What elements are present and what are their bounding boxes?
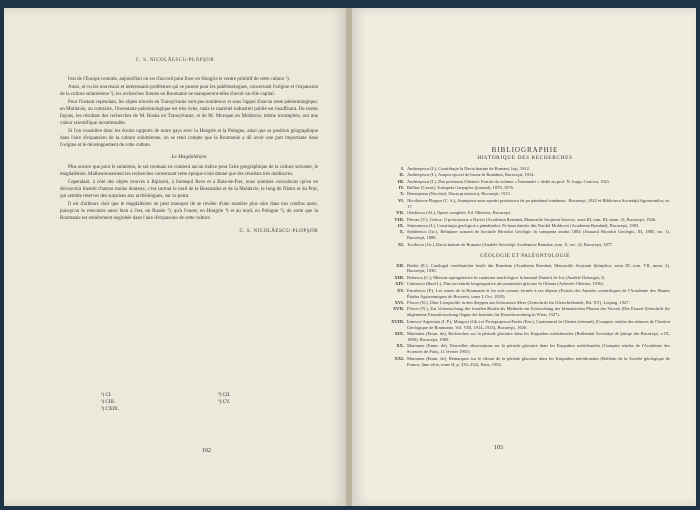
footnote: ¹) CI. bbox=[101, 393, 112, 398]
entry-number: XV. bbox=[396, 287, 404, 293]
left-body-text bbox=[60, 76, 318, 235]
paragraph: Plus encore que pour le solutréen, le sol roumain ne contient aucun indice pour l'aire géographique de la culture suivante, le magdalénien. Malheureusement les recherches concernant cette époque n'ont donné que des résultats très médiocres. bbox=[60, 165, 318, 177]
bibliography bbox=[380, 148, 670, 368]
page-number: 103 bbox=[494, 445, 503, 451]
footnote: ³) CXIX. bbox=[101, 407, 119, 412]
left-page bbox=[4, 8, 346, 506]
entries-geology bbox=[380, 263, 670, 368]
entry-number: X. bbox=[399, 229, 404, 235]
paragraph: Cependant, à côté des objets trouvés à Ripiceni, à Someşul Rece et à Baia-de-Fier, nous sommes convaincus qu'on en découvrira bientôt d'autres moins douteux; c'est surtout le nord de la Bessarabie et de la Moldavie, le long du Nistru et du Prut, qui semble réserver des surprises aux archéologues, sur ce point. bbox=[60, 180, 318, 199]
bibliography-subtitle: HISTORIQUE DES RECHERCHES bbox=[477, 154, 573, 161]
bibliography-entry bbox=[380, 191, 670, 197]
section-title: Le Magdalénien bbox=[171, 154, 207, 160]
entry-number: XVIII. bbox=[391, 318, 404, 324]
entry-number: VIII. bbox=[394, 216, 404, 222]
entry-number: XII. bbox=[396, 262, 404, 268]
bibliography-entry bbox=[380, 281, 670, 287]
paragraph: Il est d'ailleurs clair que le magdalénien ne peut manquer de se révéler d'une manière plus sûre dans nos confins aussi, puisqu'on le rencontre aussi bien à l'est, en Russie ³), qu'à l'ouest, en Hongrie ⁴) et au nord, en Pologne ⁵), de sorte que la Roumanie est entièrement englobée dans l'aire d'expansion de cette culture. bbox=[60, 202, 318, 221]
paragraph: Pour l'instant cependant, les objets trouvés en Transylvanie sont peu nombreux et sans l'appui d'aucun reste paléontologique; en Moldavie, au contraire, l'inventaire paléontologique est très riche, mais le matériel industriel publié est insuffisant. De toutes façons, les résultats des recherches de M. Roska en Transylvanie, et de M. Moroşan en Moldavie, même incomplets, ont une valeur scientifique incontestable. bbox=[60, 100, 318, 126]
bibliography-entry bbox=[380, 223, 670, 229]
bibliography-entry bbox=[380, 319, 670, 331]
entry-number: XVII. bbox=[392, 306, 404, 312]
entry-text: Brătescu (C.), Miezuri epirogenetice în cuaternar morfologice la bazinul Dunării de Jos (Analele Dobrogei, I). bbox=[407, 274, 606, 280]
footnotes-left bbox=[101, 392, 119, 413]
entry-text: Florov (N.), Über Lössprofile in den Steppen am Schwarzen Meer (Zeitschrift für Gletscherkunde, Bd. XV), Leipzig, 1927. bbox=[407, 299, 630, 305]
entry-text: Tocilescu (Gr.), Dacia înainte de Romani (Analele Societăţii Academice Române, tom. X, sec. 2), Bucureşti, 1877. bbox=[407, 241, 614, 247]
bibliography-entry bbox=[380, 263, 670, 275]
entry-text: Martonne (Emm. de), Nouvelles observations sur la période glaciaire dans les Karpathes méridionales (Comptes rendus de l'Académie des Sciences de Paris, 11 février 1901). bbox=[407, 343, 670, 355]
entry-number: VI. bbox=[397, 197, 404, 203]
bibliography-section-title: GÉOLOGIE ET PALÉONTOLOGIE bbox=[480, 252, 570, 259]
entry-text: Martonne (Emm. de), Recherches sur la période glaciaire dans les Karpathes méridionales (Bulletinul Societăţii de Ştiinţe din Bucureşti, a IX, 1900), Bucureşti, 1900. bbox=[407, 330, 670, 342]
entry-text: Enculescu (P.), Les zones de la Roumanie et les sols connus formés à ses dépens (Extrait des Annales scientifiques de l'Académie des Hautes Études Agronomiques de Bucarest, tome I, Oct. 1929). bbox=[407, 287, 670, 299]
bibliography-entry bbox=[380, 288, 670, 300]
paragraph: Aussi, et vu les nouveaux et intéressants problèmes qui se posent pour les paléthnologues, concernant l'origine et l'expansion de la culture solutréenne ²), les recherches futures en Roumanie ne manqueront-elles d'avoir un rôle capital. bbox=[60, 85, 318, 97]
entry-number: XXI. bbox=[394, 355, 404, 361]
bibliography-entry bbox=[380, 356, 670, 368]
entry-text: Pârvan (V.), Getica. O protoistorie a Daciei (Academia Română, Memoriile Secţiunii Istorice, seria III, tom. III, mem. 2), Bucureşti, 1926. bbox=[407, 216, 657, 222]
entry-number: XIX. bbox=[394, 330, 404, 336]
bibliography-entry bbox=[380, 185, 670, 191]
entry-number: XIII. bbox=[394, 274, 404, 280]
bibliography-entry bbox=[380, 179, 670, 185]
entry-number: I. bbox=[401, 165, 404, 171]
entry-number: XI. bbox=[397, 241, 404, 247]
footnote: ⁵) CV. bbox=[218, 400, 231, 405]
entry-text: Bolliac (Cezar), Trompeta Carpaţilor (journal), 1870–1876. bbox=[407, 185, 514, 191]
entry-text: Stefănescu (Gr.), Relaţiune sumară de lucrările Biroului Geologic în campania anului 1882 (Anuarul Biroului Geologic, III, 1885, no. 1), Bucureşti, 1888. bbox=[407, 229, 670, 241]
entry-text: Ionescu-Argetoaia (I. P.), Murgoci (Gh.) et Protopopescu-Pache (Em.), Cuaternarul în Oltenia (résumé), (Comptes rendus des séances de l'Institut Géologique de Roumanie, Vol. VIII, 1914–1915), Bucureşti, 1920. bbox=[407, 318, 670, 330]
footnote: ²) CIII. bbox=[101, 400, 115, 405]
footnotes-right bbox=[218, 392, 231, 406]
bibliography-title: BIBLIOGRAPHIE bbox=[491, 146, 559, 154]
entry-number: II. bbox=[399, 172, 404, 178]
bibliography-entry bbox=[380, 172, 670, 178]
entry-number: IX. bbox=[397, 222, 404, 228]
bibliography-entry bbox=[380, 166, 670, 172]
right-page bbox=[352, 8, 696, 506]
entry-text: Densuşianu (Nicolae), Dacia preistorică, Bucureşti, 1913. bbox=[407, 191, 511, 197]
entry-number: III. bbox=[397, 178, 404, 184]
entry-number: XIV. bbox=[395, 281, 404, 287]
author-signature: C. S. NICOLĂESCU-PLOPŞOR bbox=[239, 228, 318, 234]
bibliography-entry bbox=[380, 275, 670, 281]
entry-text: Andrieşescu (I.), Asupra epocei de bronz în România, Bucureşti, 1914. bbox=[407, 172, 535, 178]
entry-text: Simionescu (I.), Constituţia geologică a pământului. Pe baza datelor din Nordul Moldovei (Academia Română), Bucureşti, 1903. bbox=[407, 222, 640, 228]
bibliography-entry bbox=[380, 217, 670, 223]
bibliography-entry bbox=[380, 306, 670, 318]
entry-number: XX. bbox=[396, 343, 404, 349]
entry-text: Andrieşescu (I.), Contribuţie la Dacia înainte de Romani, Iaşi, 1912. bbox=[407, 165, 530, 171]
entry-text: Andrieşescu (I.), Din preistoria Olteniei. Extrait du volume « Însemnări » dedié au prof. N. Iorga, Craiova, 1921. bbox=[407, 178, 611, 184]
entry-text: Martonne (Emm. de), Remarques sur le climat de la période glaciaire dans les Karpathes méridionales (Bulletin de la Société géologique de France, 4me série, tome II, p. 330–332), Paris, 1902. bbox=[407, 355, 670, 367]
running-head: C. S. NICOLĂESCU-PLOPŞOR bbox=[135, 58, 215, 63]
entry-text: Florov (N.), Zur Untersuchung der fossilen Boden als Methode zur Erforschung der klimatischen Phasen der Vorzeit (Die Eiszeit Zeitschrift für allgemeine Eiszeitforschung Organ des Instituts für Eiszeitforschung in Wien, 1927). bbox=[407, 306, 670, 318]
entry-number: V. bbox=[400, 191, 404, 197]
entry-number: VII. bbox=[396, 210, 404, 216]
entry-number: XVI. bbox=[394, 299, 404, 305]
paragraph: Si l'on considère donc les étroits rapports de notre pays avec la Hongrie et la Pologne, ainsi que sa position géographique dans l'aire d'expansion de la culture solutréenne, on se rend compte que la Roumanie a dû avoir une part importante dans l'origine et le développement de cette culture. bbox=[60, 129, 318, 148]
entry-text: Odobescu (Al.), Opere complete. Ed. Minerva, Bucureşti. bbox=[407, 210, 511, 216]
bibliography-entry bbox=[380, 198, 670, 210]
entry-text: Calinescu (Raul I.), Din cercetările biogeografice ale peninsulei glaciare în Oltenia (Arhivele Olteniei, 1936). bbox=[407, 281, 605, 287]
page-number: 102 bbox=[202, 448, 211, 454]
bibliography-entry bbox=[380, 229, 670, 241]
entry-number: IV. bbox=[398, 185, 404, 191]
bibliography-entry bbox=[380, 210, 670, 216]
entry-text: Bodea (E.), Catalogul vertebratelor fosile din România (Academia Română, Memoriile Secţiunii Ştiinţifice, seria III, tom. VII, mem. 2), Bucureşti, 1930. bbox=[407, 262, 670, 274]
footnote: ⁴) CII. bbox=[218, 393, 231, 398]
bibliography-entry bbox=[380, 242, 670, 248]
bibliography-entry bbox=[380, 331, 670, 343]
entries-history bbox=[380, 166, 670, 248]
bibliography-entry bbox=[380, 343, 670, 355]
bibliography-entry bbox=[380, 300, 670, 306]
paragraph: l'est de l'Europe centrale, aujourd'hui on est d'accord pour fixer en Hongrie le centre primitif de cette culture ¹). bbox=[68, 77, 290, 82]
entry-text: Nicolăescu-Plopşor (C. S.), Anunţarea unor aşezări preistorice de pe pământul românesc. Bucureşti, 1922 et Biblioteca Societăţii Agronomilor, nr. 17. bbox=[407, 197, 670, 209]
